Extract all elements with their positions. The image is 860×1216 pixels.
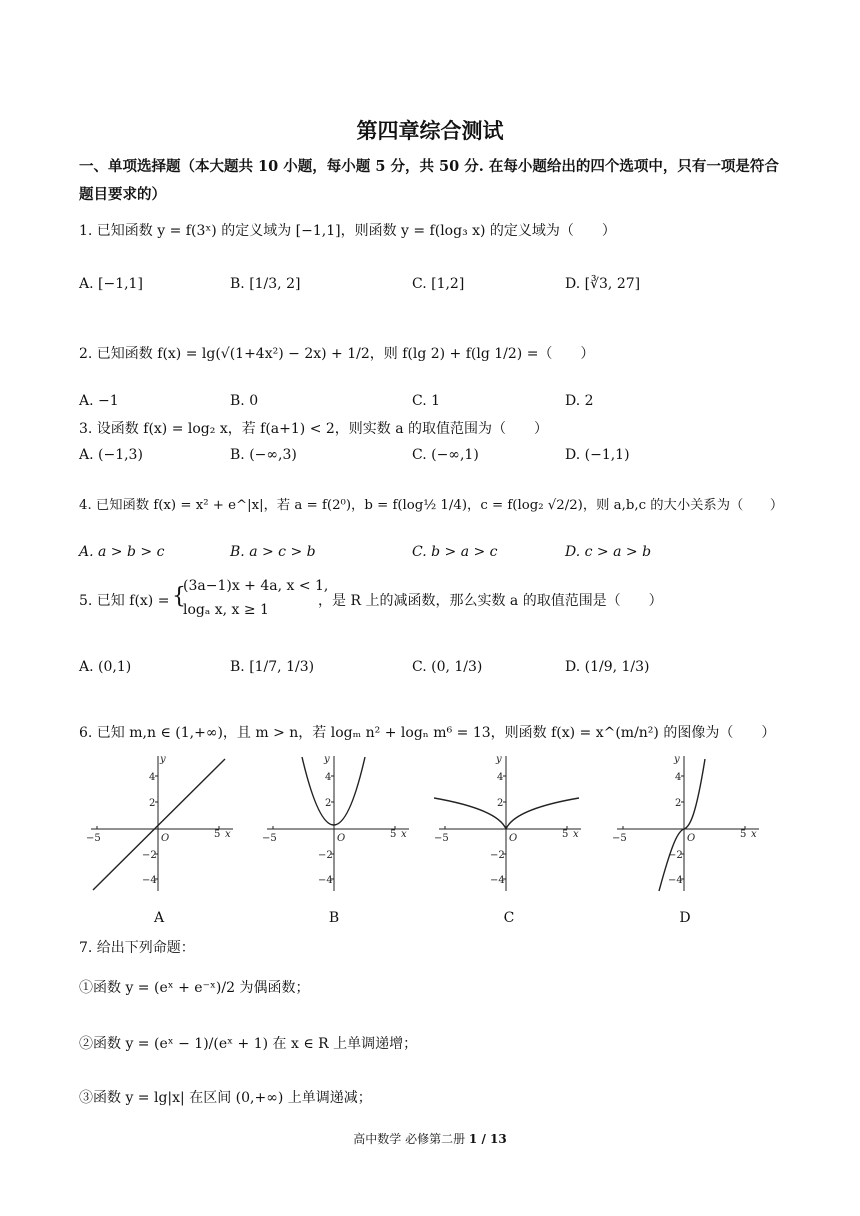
tick-x-max: 5 bbox=[740, 829, 747, 840]
origin-label: O bbox=[509, 833, 518, 844]
question-1-stem: 1. 已知函数 y = f(3ˣ) 的定义域为 [−1,1]，则函数 y = f(log₃ x) 的定义域为（ ） bbox=[79, 223, 616, 239]
q3-option-a: A. (−1,3) bbox=[79, 447, 143, 463]
tick-x-max: 5 bbox=[390, 829, 397, 840]
q2-option-a: A. −1 bbox=[79, 393, 119, 409]
graph-c bbox=[434, 753, 584, 893]
q3-option-c: C. (−∞,1) bbox=[412, 447, 479, 463]
tick-y-2: 2 bbox=[497, 798, 504, 809]
graph-a-curve bbox=[93, 759, 225, 890]
graph-d-curve bbox=[659, 759, 705, 891]
tick-y-4: 4 bbox=[149, 772, 156, 783]
section-heading-line2: 题目要求的） bbox=[79, 186, 166, 203]
q7-proposition-1: ①函数 y = (eˣ + e⁻ˣ)/2 为偶函数； bbox=[79, 980, 310, 996]
origin-label: O bbox=[687, 833, 696, 844]
q7-proposition-2: ②函数 y = (eˣ − 1)/(eˣ + 1) 在 x ∈ R 上单调递增； bbox=[79, 1036, 418, 1052]
tick-x-max: 5 bbox=[214, 829, 221, 840]
q4-option-a: A. a > b > c bbox=[79, 544, 165, 560]
graph-c-caption: C bbox=[503, 910, 515, 926]
question-5-case-2: logₐ x, x ≥ 1 bbox=[183, 602, 269, 618]
x-axis-label: x bbox=[751, 829, 757, 840]
origin-label: O bbox=[337, 833, 346, 844]
q4-option-d: D. c > a > b bbox=[565, 544, 652, 560]
tick-x-min: −5 bbox=[612, 833, 627, 844]
y-axis-label: y bbox=[496, 754, 502, 765]
y-axis-label: y bbox=[324, 754, 330, 765]
tick-y-m4: −4 bbox=[668, 875, 683, 886]
question-4-stem: 4. 已知函数 f(x) = x² + e^|x|，若 a = f(2⁰)，b = f(log½ 1/4)，c = f(log₂ √2/2)，则 a,b,c 的大小关系为（ ） bbox=[79, 498, 784, 513]
question-7-stem: 7. 给出下列命题： bbox=[79, 940, 195, 956]
q1-option-a: A. [−1,1] bbox=[79, 276, 143, 292]
y-axis-label: y bbox=[160, 754, 166, 765]
tick-y-2: 2 bbox=[149, 798, 156, 809]
q4-option-c: C. b > a > c bbox=[412, 544, 498, 560]
y-axis-label: y bbox=[674, 754, 680, 765]
q5-option-c: C. (0, 1/3) bbox=[412, 659, 483, 675]
graph-b-caption: B bbox=[328, 910, 340, 926]
tick-y-2: 2 bbox=[325, 798, 332, 809]
page-footer bbox=[0, 1130, 860, 1147]
question-6-stem: 6. 已知 m,n ∈ (1,+∞)，且 m > n，若 logₘ n² + logₙ m⁶ = 13，则函数 f(x) = x^(m/n²) 的图像为（ ） bbox=[79, 725, 776, 741]
question-5-suffix: ，是 R 上的减函数，那么实数 a 的取值范围是（ ） bbox=[318, 593, 663, 609]
x-axis-label: x bbox=[401, 829, 407, 840]
tick-y-m2: −2 bbox=[490, 850, 505, 861]
q1-option-d: D. [∛3, 27] bbox=[565, 276, 641, 292]
tick-y-m2: −2 bbox=[318, 850, 333, 861]
page-title: 第四章综合测试 bbox=[356, 118, 504, 143]
tick-y-m4: −4 bbox=[318, 875, 333, 886]
tick-y-m2: −2 bbox=[142, 850, 157, 861]
question-3-stem: 3. 设函数 f(x) = log₂ x，若 f(a+1) < 2，则实数 a 的取值范围为（ ） bbox=[79, 421, 549, 437]
piecewise-brace: { bbox=[172, 584, 186, 609]
tick-y-m2: −2 bbox=[668, 850, 683, 861]
graph-d-caption: D bbox=[679, 910, 691, 926]
section-heading-line1: 一、单项选择题（本大题共 10 小题，每小题 5 分，共 50 分. 在每小题给出的四个选项中，只有一项是符合 bbox=[79, 158, 779, 175]
q2-option-d: D. 2 bbox=[565, 393, 594, 409]
tick-x-min: −5 bbox=[434, 833, 449, 844]
tick-x-min: −5 bbox=[262, 833, 277, 844]
q5-option-b: B. [1/7, 1/3) bbox=[230, 659, 315, 675]
tick-y-4: 4 bbox=[325, 772, 332, 783]
footer-text: 高中数学 必修第二册 bbox=[353, 1132, 466, 1146]
q7-proposition-3: ③函数 y = lg|x| 在区间 (0,+∞) 上单调递减； bbox=[79, 1090, 372, 1106]
q2-option-c: C. 1 bbox=[412, 393, 441, 409]
q5-option-a: A. (0,1) bbox=[79, 659, 132, 675]
tick-y-4: 4 bbox=[675, 772, 682, 783]
x-axis-label: x bbox=[225, 829, 231, 840]
graph-a-caption: A bbox=[153, 910, 165, 926]
origin-label: O bbox=[161, 833, 170, 844]
tick-x-max: 5 bbox=[562, 829, 569, 840]
q3-option-d: D. (−1,1) bbox=[565, 447, 630, 463]
x-axis-label: x bbox=[573, 829, 579, 840]
q1-option-c: C. [1,2] bbox=[412, 276, 465, 292]
q3-option-b: B. (−∞,3) bbox=[230, 447, 297, 463]
q2-option-b: B. 0 bbox=[230, 393, 259, 409]
q5-option-d: D. (1/9, 1/3) bbox=[565, 659, 650, 675]
tick-x-min: −5 bbox=[86, 833, 101, 844]
tick-y-m4: −4 bbox=[142, 875, 157, 886]
q4-option-b: B. a > c > b bbox=[230, 544, 316, 560]
graph-d bbox=[612, 753, 762, 893]
question-5-case-1: (3a−1)x + 4a, x < 1, bbox=[183, 578, 329, 594]
tick-y-4: 4 bbox=[497, 772, 504, 783]
q1-option-b: B. [1/3, 2] bbox=[230, 276, 301, 292]
question-5-prefix: 5. 已知 f(x) = bbox=[79, 593, 170, 609]
graph-b bbox=[262, 753, 412, 893]
tick-y-m4: −4 bbox=[490, 875, 505, 886]
question-2-stem: 2. 已知函数 f(x) = lg(√(1+4x²) − 2x) + 1/2，则 f(lg 2) + f(lg 1/2) =（ ） bbox=[79, 346, 595, 362]
tick-y-2: 2 bbox=[675, 798, 682, 809]
page-number: 1 / 13 bbox=[468, 1132, 507, 1146]
graph-a bbox=[86, 753, 236, 893]
